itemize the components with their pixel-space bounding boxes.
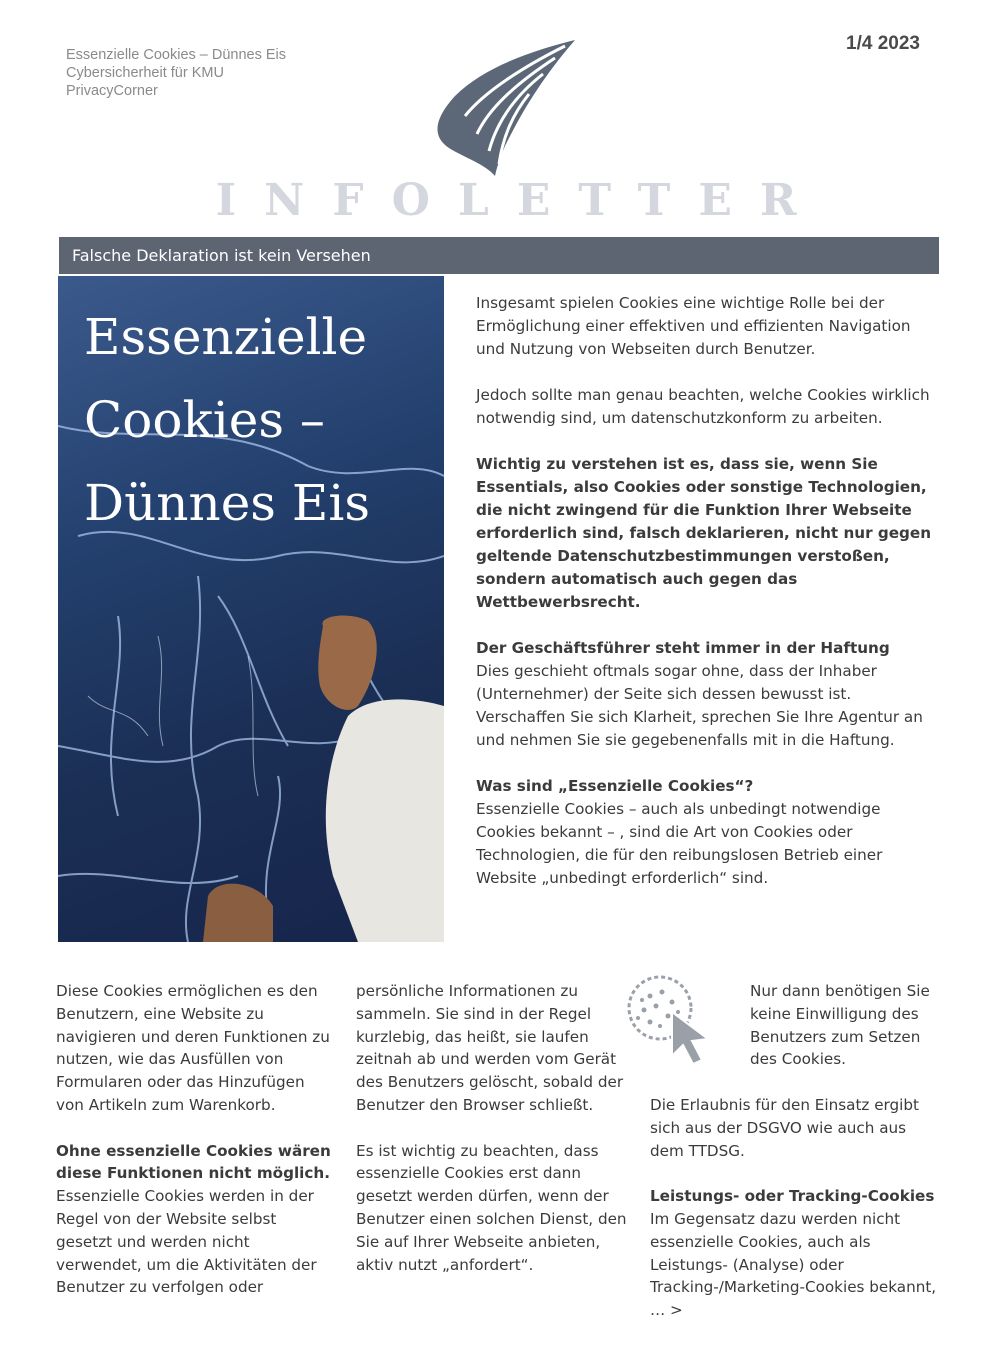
subheading-liability: Der Geschäftsführer steht immer in der Haftung [476,639,890,657]
column-paragraph: persönliche Informationen zu sammeln. Sie sind in der Regel kurzlebig, das heißt, sie laufen zeitnah ab und werden vom Gerät des Benutzers gelöscht, sobald der Benutzer den Browser schließt. [356,982,624,1114]
section-banner: Falsche Deklaration ist kein Versehen [59,237,939,274]
column-3-intro: Nur dann benötigen Sie keine Einwilligung des Benutzers zum Setzen des Cookies. [750,982,930,1069]
column-paragraph: Es ist wichtig zu beachten, dass essenzielle Cookies erst dann gesetzt werden dürfen, wenn der Benutzer einen solchen Dienst, den Sie auf Ihrer Webseite anbieten, aktiv nutzt „anfordert“. [356,1141,627,1274]
column-paragraph: Essenzielle Cookies werden in der Regel von der Website selbst gesetzt und werden nicht verwendet, um die Aktivitäten der Benutzer zu verfolgen oder [56,1187,317,1297]
column-paragraph: Diese Cookies ermöglichen es den Benutzern, eine Website zu navigieren und deren Funktionen zu nutzen, wie das Ausfüllen von Formularen oder das Hinzufügen von Artikeln zum Warenkorb. [56,982,330,1114]
issue-number: 1/4 2023 [846,33,920,54]
header-meta [66,46,286,100]
intro-paragraph: Essenzielle Cookies – auch als unbedingt notwendige Cookies bekannt – , sind die Art von Cookies oder Technologien, die für den reibungslosen Betrieb einer Website „unbedingt erforderlich“ sind. [476,800,883,887]
hero-image [58,276,444,942]
column-paragraph: Die Erlaubnis für den Einsatz ergibt sich aus der DSGVO wie auch aus dem TTDSG. [650,1096,919,1160]
intro-text [476,292,936,913]
subheading-tracking-cookies: Leistungs- oder Tracking-Cookies [650,1187,935,1206]
hero-title [84,296,434,545]
intro-paragraph: Dies geschieht oftmals sogar ohne, dass der Inhaber (Unternehmer) der Seite sich dessen bewusst ist. Verschaffen Sie sich Klarheit, sprechen Sie Ihre Agentur an und nehmen Sie sie gegebenenfalls mit in die Haftung. [476,662,923,749]
intro-paragraph: Insgesamt spielen Cookies eine wichtige Rolle bei der Ermöglichung einer effektiven und effizienten Navigation und Nutzung von Webseiten durch Benutzer. [476,294,911,358]
intro-paragraph: Jedoch sollte man genau beachten, welche Cookies wirklich notwendig sind, um datenschutzkonform zu arbeiten. [476,386,930,427]
meta-line-title: Essenzielle Cookies – Dünnes Eis [66,47,287,63]
column-2 [356,980,636,1299]
continue-link[interactable]: … > [650,1301,683,1320]
meta-line-section: PrivacyCorner [66,83,158,99]
meta-line-category: Cybersicherheit für KMU [66,65,224,81]
hero-title-line: Dünnes Eis [84,474,370,532]
masthead-title: INFOLETTER [215,175,825,226]
subheading-without-cookies: Ohne essenzielle Cookies wären diese Funktionen nicht möglich. [56,1141,331,1183]
cookie-cursor-icon [622,972,737,1067]
column-paragraph: Im Gegensatz dazu werden nicht essenzielle Cookies, auch als Leistungs- (Analyse) oder Tracking-/Marketing-Cookies bekannt, [650,1209,937,1297]
subheading-essential-cookies: Was sind „Essenzielle Cookies“? [476,777,754,795]
hero-title-line: Essenzielle [84,308,368,366]
column-1 [56,980,336,1322]
column-3 [650,1094,940,1345]
intro-emphasis: Wichtig zu verstehen ist es, dass sie, wenn Sie Essentials, also Cookies oder sonstige Technologien, die nicht zwingend für die Funktion Ihrer Webseite erforderlich sind, falsch deklarieren, nicht nur gegen geltende Datenschutzbestimmungen verstoßen, sondern automatisch auch gegen das Wettbewerbsrecht. [476,455,932,611]
hero-title-line: Cookies – [84,391,325,449]
feather-wing-logo [425,36,585,186]
